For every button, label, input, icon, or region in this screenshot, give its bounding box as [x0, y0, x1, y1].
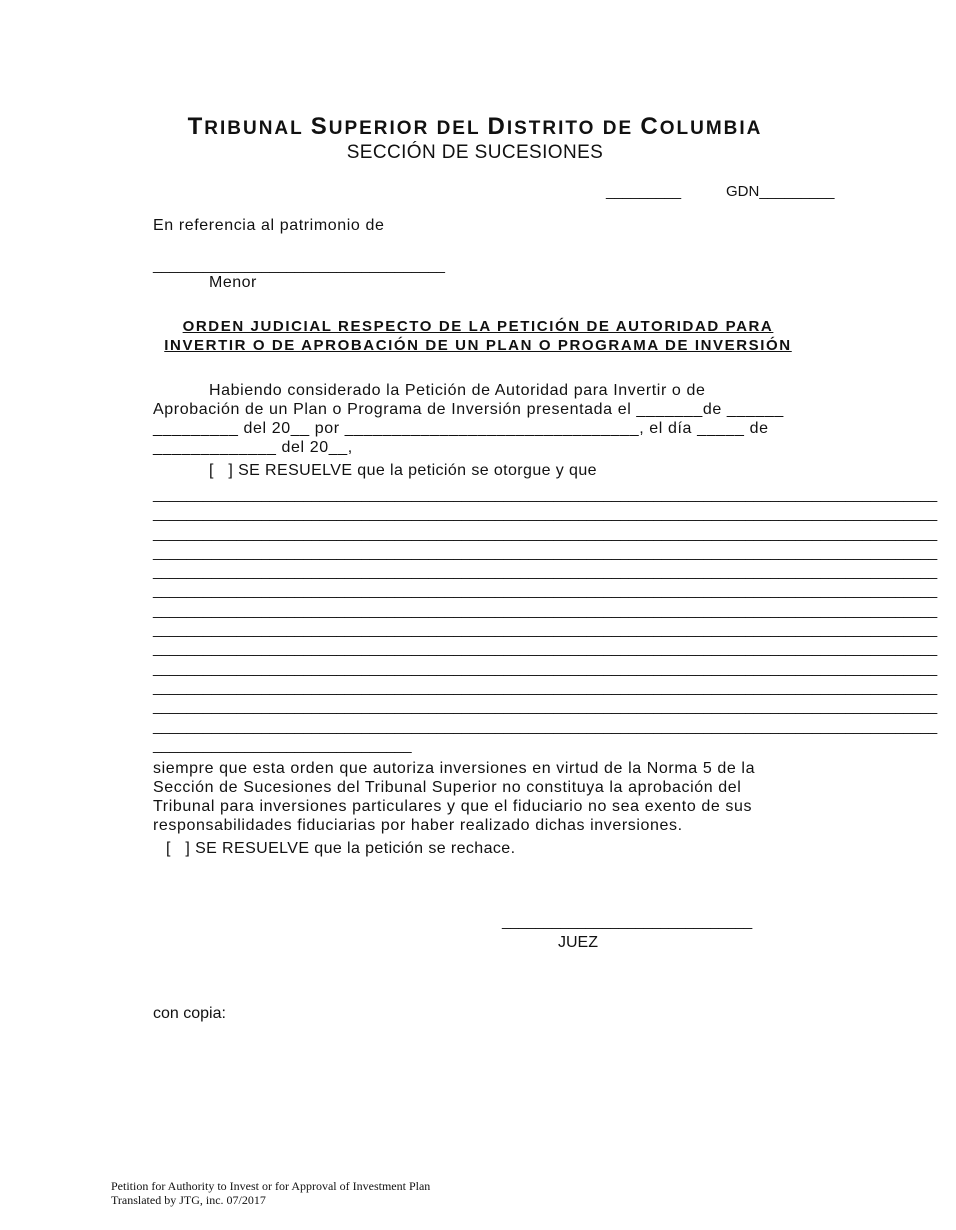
- copy-label: con copia:: [153, 1005, 226, 1022]
- fill-line[interactable]: ______________________________________________________________________________________________: [153, 563, 938, 581]
- order-title-line-1: ORDEN JUDICIAL RESPECTO DE LA PETICIÓN DE AUTORIDAD PARA: [182, 318, 774, 335]
- condition-line-3: Tribunal para inversiones particulares y que el fiduciario no sea exento de sus: [153, 798, 753, 815]
- footer-translation-note: Translated by JTG, inc. 07/2017: [111, 1193, 266, 1207]
- order-title: [0, 317, 956, 355]
- gdn-field[interactable]: GDN_________: [726, 183, 835, 200]
- court-initial-T: T: [187, 113, 205, 140]
- estate-label: En referencia al patrimonio de: [153, 217, 385, 234]
- section-title: SECCIÓN DE SUCESIONES: [346, 142, 604, 163]
- fill-line[interactable]: ______________________________________________________________________________________________: [153, 524, 938, 542]
- court-initial-S: S: [310, 113, 329, 140]
- court-word-4-rest: OLUMBIA: [659, 118, 763, 139]
- fill-line[interactable]: ______________________________________________________________________________________________: [153, 698, 938, 716]
- fill-line[interactable]: ______________________________________________________________________________________________: [153, 621, 938, 639]
- order-title-line-2: INVERTIR O DE APROBACIÓN DE UN PLAN O PROGRAMA DE INVERSIÓN: [164, 337, 792, 354]
- case-number-field[interactable]: _________: [606, 183, 682, 200]
- body-line-1: Habiendo considerado la Petición de Autoridad para Invertir o de: [209, 382, 706, 399]
- deny-checkbox-clause[interactable]: [ ] SE RESUELVE que la petición se rechace.: [166, 840, 516, 857]
- fill-line[interactable]: ______________________________________________________________________________________________: [153, 678, 938, 696]
- fill-line[interactable]: ______________________________________________________________________________________________: [153, 717, 938, 735]
- fill-line[interactable]: ______________________________________________________________________________________________: [153, 582, 938, 600]
- fill-line[interactable]: ______________________________________________________________________________________________: [153, 486, 938, 503]
- fill-line[interactable]: ______________________________________________________________________________________________: [153, 659, 938, 677]
- order-details-fill-area[interactable]: [153, 485, 938, 755]
- grant-checkbox-clause[interactable]: [ ] SE RESUELVE que la petición se otorgue y que: [209, 462, 597, 479]
- footer-form-title: Petition for Authority to Invest or for Approval of Investment Plan: [111, 1179, 431, 1193]
- court-initial-C: C: [640, 113, 660, 140]
- court-title: [0, 113, 950, 141]
- condition-line-4: responsabilidades fiduciarias por haber realizado dichas inversiones.: [153, 817, 683, 834]
- fill-line[interactable]: ______________________________________________________________________________________________: [153, 505, 938, 523]
- court-initial-D: D: [487, 113, 507, 140]
- condition-line-2: Sección de Sucesiones del Tribunal Superior no constituya la aprobación del: [153, 779, 742, 796]
- body-line-3[interactable]: _________ del 20__ por _______________________________, el día _____ de: [153, 420, 769, 437]
- fill-line[interactable]: ______________________________________________________________________________________________: [153, 601, 938, 619]
- fill-line-last[interactable]: _______________________________: [153, 736, 412, 754]
- body-line-2[interactable]: Aprobación de un Plan o Programa de Inversión presentada el _______de ______: [153, 401, 784, 418]
- estate-name-field[interactable]: ___________________________________: [153, 257, 445, 274]
- minor-label: Menor: [209, 274, 257, 291]
- court-word-1-rest: RIBUNAL: [204, 118, 311, 139]
- court-word-3-rest: ISTRITO DE: [506, 118, 641, 139]
- body-line-4[interactable]: _____________ del 20__,: [153, 439, 353, 456]
- fill-line[interactable]: ______________________________________________________________________________________________: [153, 640, 938, 658]
- judge-label: JUEZ: [558, 934, 598, 951]
- fill-line[interactable]: ______________________________________________________________________________________________: [153, 543, 938, 561]
- judge-signature-line[interactable]: ______________________________: [502, 913, 753, 930]
- condition-line-1: siempre que esta orden que autoriza inversiones en virtud de la Norma 5 de la: [153, 760, 756, 777]
- court-word-2-rest: UPERIOR DEL: [328, 118, 488, 139]
